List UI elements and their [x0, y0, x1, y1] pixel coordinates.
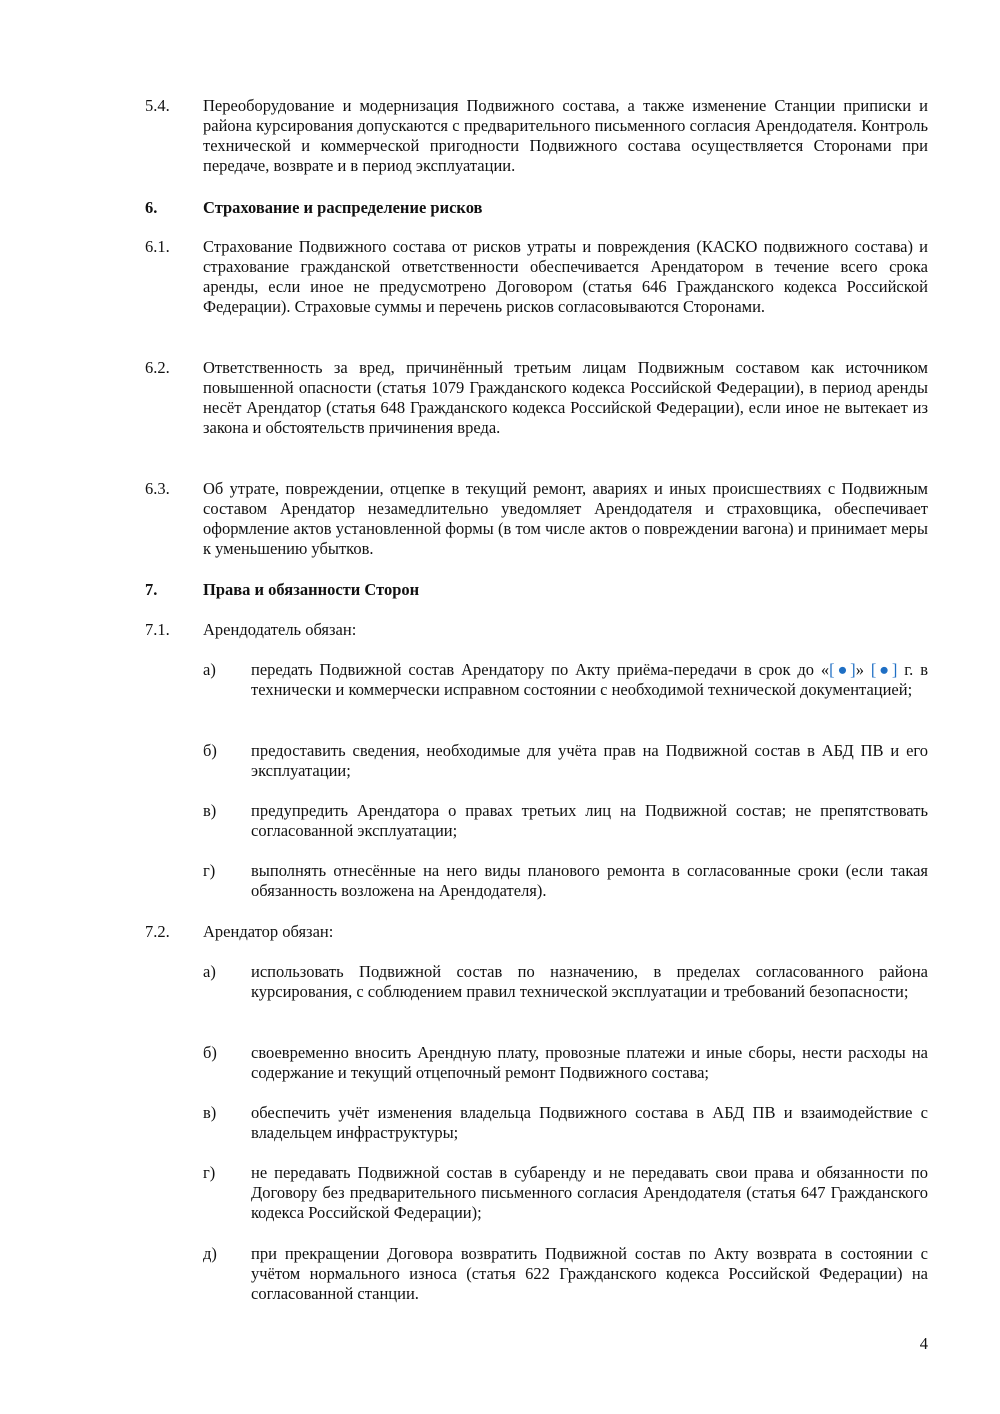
subclause-letter: г)	[203, 861, 216, 880]
section-title: Страхование и распределение рисков	[203, 198, 483, 217]
section-number: 6.	[145, 198, 158, 217]
subclause-text: обеспечить учёт изменения владельца Подвижного состава в АБД ПВ и взаимодействие с владельцем инфраструктуры;	[251, 1103, 928, 1142]
clause-text: Арендодатель обязан:	[203, 620, 357, 639]
clause-text: Об утрате, повреждении, отцепке в текущий ремонт, авариях и иных происшествиях с Подвижным составом Арендатор незамедлительно уведомляет Арендодателя и страховщика, обеспечивает оформление актов установленной формы (в том числе актов о повреждении вагона) и принимает меры к уменьшению убытков.	[203, 479, 928, 558]
subclause-letter: а)	[203, 660, 216, 679]
subclause-text: предоставить сведения, необходимые для учёта прав на Подвижной состав в АБД ПВ и его эксплуатации;	[251, 741, 928, 780]
subclause-7-1-b	[203, 741, 928, 781]
subclause-7-2-a	[203, 962, 928, 1002]
text-segment: »	[855, 660, 871, 679]
subclause-text	[251, 660, 928, 700]
subclause-text: не передавать Подвижной состав в субаренду и не передавать свои права и обязанности по Договору без предварительного письменного согласия Арендодателя (статья 647 Гражданского кодекса Российской Федерации);	[251, 1163, 928, 1222]
subclause-7-2-c	[203, 1103, 928, 1143]
subclause-letter: г)	[203, 1163, 216, 1182]
clause-text: Переоборудование и модернизация Подвижного состава, а также изменение Станции приписки и района курсирования допускаются с предварительного письменного согласия Арендодателя. Контроль технической и коммерческой пригодности Подвижного состава осуществляется Сторонами при передаче, возврате и в период эксплуатации.	[203, 96, 928, 175]
date-placeholder-year: [●]	[870, 660, 898, 679]
subclause-7-1-d	[203, 861, 928, 901]
section-heading-7	[145, 580, 928, 600]
clause-text: Страхование Подвижного состава от рисков утраты и повреждения (КАСКО подвижного состава) и страхование гражданской ответственности обеспечивается Арендатором в течение всего срока аренды, если иное не предусмотрено Договором (статья 646 Гражданского кодекса Российской Федерации). Страховые суммы и перечень рисков согласовываются Сторонами.	[203, 237, 928, 316]
subclause-letter: б)	[203, 741, 217, 760]
subclause-text: предупредить Арендатора о правах третьих лиц на Подвижной состав; не препятствовать согласованной эксплуатации;	[251, 801, 928, 840]
clause-number: 6.3.	[145, 479, 170, 498]
subclause-7-1-a	[203, 660, 928, 700]
clause-6-1	[145, 237, 928, 317]
clause-6-3	[145, 479, 928, 559]
clause-5-4	[145, 96, 928, 176]
subclause-7-1-c	[203, 801, 928, 841]
clause-number: 6.1.	[145, 237, 170, 256]
text-segment: г. в технически и коммерчески исправном состоянии с необходимой технической документацией;	[251, 660, 928, 699]
subclause-letter: а)	[203, 962, 216, 981]
subclause-letter: б)	[203, 1043, 217, 1062]
clause-6-2	[145, 358, 928, 438]
clause-text: Ответственность за вред, причинённый третьим лицам Подвижным составом как источником повышенной опасности (статья 1079 Гражданского кодекса Российской Федерации), в период аренды несёт Арендатор (статья 648 Гражданского кодекса Российской Федерации), если иное не вытекает из закона и обстоятельств причинения вреда.	[203, 358, 928, 437]
text-segment: передать Подвижной состав Арендатору по Акту приёма-передачи в срок до «	[251, 660, 830, 679]
subclause-letter: в)	[203, 801, 217, 820]
page-number: 4	[919, 1334, 928, 1353]
clause-number: 6.2.	[145, 358, 170, 377]
subclause-text: использовать Подвижной состав по назначению, в пределах согласованного района курсирования, с соблюдением правил технической эксплуатации и требований безопасности;	[251, 962, 928, 1001]
subclause-letter: д)	[203, 1244, 217, 1263]
clause-text: Арендатор обязан:	[203, 922, 334, 941]
subclause-text: своевременно вносить Арендную плату, провозные платежи и иные сборы, нести расходы на содержание и текущий отцепочный ремонт Подвижного состава;	[251, 1043, 928, 1082]
date-placeholder-day: [●]	[829, 660, 856, 679]
clause-7-1	[145, 620, 928, 640]
clause-number: 7.1.	[145, 620, 170, 639]
clause-number: 5.4.	[145, 96, 170, 115]
subclause-7-2-e	[203, 1244, 928, 1304]
subclause-7-2-d	[203, 1163, 928, 1223]
subclause-text: выполнять отнесённые на него виды планового ремонта в согласованные сроки (если такая обязанность возложена на Арендодателя).	[251, 861, 928, 900]
subclause-letter: в)	[203, 1103, 217, 1122]
section-heading-6	[145, 198, 928, 218]
clause-7-2	[145, 922, 928, 942]
subclause-7-2-b	[203, 1043, 928, 1083]
subclause-text: при прекращении Договора возвратить Подвижной состав по Акту возврата в состоянии с учётом нормального износа (статья 622 Гражданского кодекса Российской Федерации) на согласованной станции.	[251, 1244, 928, 1303]
section-title: Права и обязанности Сторон	[203, 580, 420, 599]
clause-number: 7.2.	[145, 922, 170, 941]
section-number: 7.	[145, 580, 158, 599]
